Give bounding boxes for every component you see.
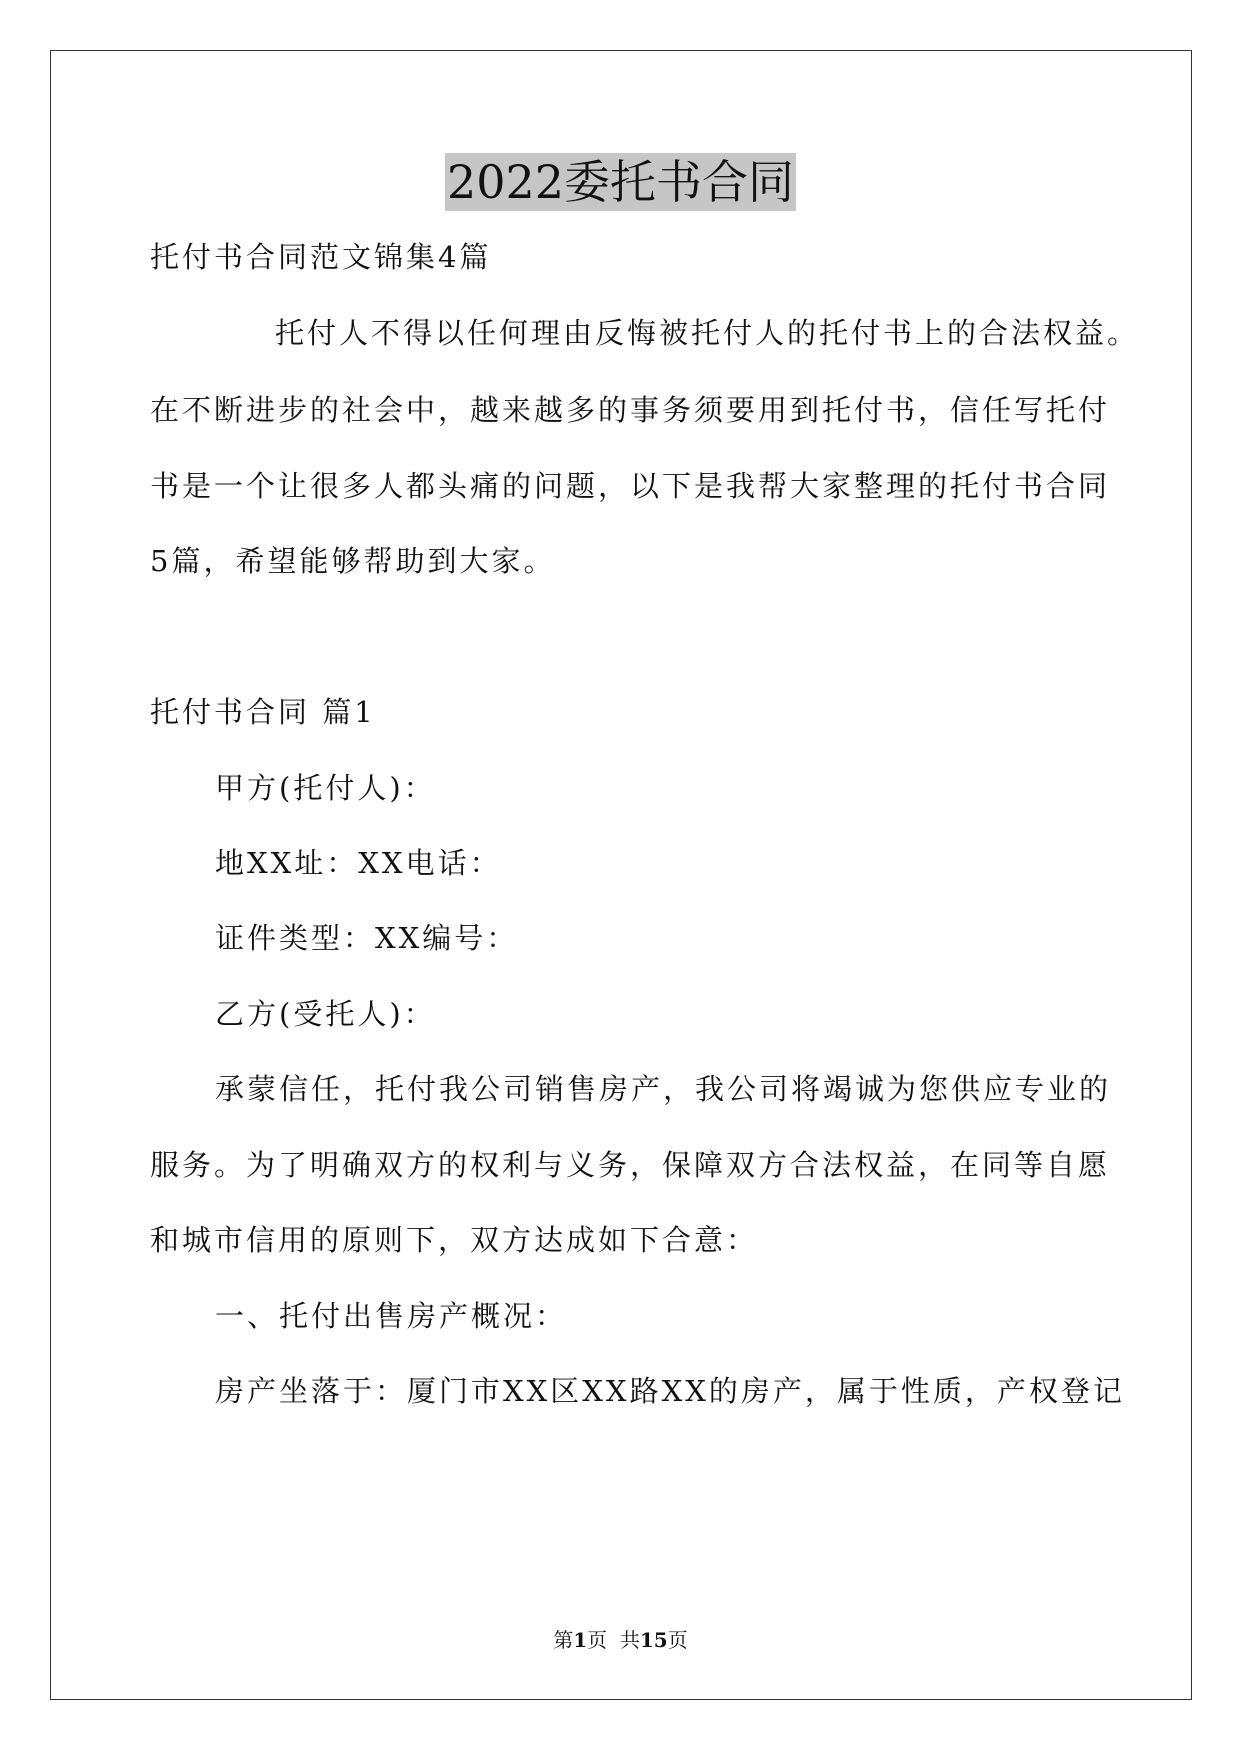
current-page-number: 1 bbox=[573, 1628, 588, 1652]
paragraph-line: 和城市信用的原则下，双方达成如下合意： bbox=[150, 1223, 759, 1257]
paragraph-line: 房产坐落于：厦门市XX区XX路XX的房产，属于性质，产权登记 bbox=[215, 1374, 1125, 1408]
paragraph-line: 托付人不得以任何理由反悔被托付人的托付书上的合法权益。 bbox=[275, 316, 1140, 350]
footer-prefix: 第 bbox=[553, 1628, 574, 1652]
party-a-line: 甲方(托付人)： bbox=[215, 771, 436, 805]
party-b-line: 乙方(受托人)： bbox=[215, 997, 436, 1031]
total-page-number: 15 bbox=[639, 1628, 668, 1652]
paragraph-line: 书是一个让很多人都头痛的问题，以下是我帮大家整理的托付书合同 bbox=[150, 469, 1111, 503]
clause-heading: 一、托付出售房产概况： bbox=[215, 1299, 568, 1333]
paragraph-line: 承蒙信任，托付我公司销售房产，我公司将竭诚为您供应专业的 bbox=[215, 1072, 1112, 1106]
section-heading: 托付书合同 篇1 bbox=[150, 695, 376, 729]
address-line: 地XX址：XX电话： bbox=[215, 846, 502, 880]
paragraph-line: 5篇，希望能够帮助到大家。 bbox=[150, 544, 556, 578]
subtitle-line: 托付书合同范文锦集4篇 bbox=[150, 240, 492, 274]
document-title: 2022委托书合同 bbox=[446, 155, 795, 209]
footer-mid: 页 共 bbox=[587, 1628, 640, 1652]
page-footer bbox=[0, 1627, 1241, 1653]
paragraph-line: 在不断进步的社会中，越来越多的事务须要用到托付书，信任写托付 bbox=[150, 393, 1111, 427]
id-type-line: 证件类型：XX编号： bbox=[215, 921, 519, 955]
footer-suffix: 页 bbox=[667, 1628, 688, 1652]
title-container bbox=[0, 153, 1241, 211]
paragraph-line: 服务。为了明确双方的权利与义务，保障双方合法权益，在同等自愿 bbox=[150, 1148, 1111, 1182]
